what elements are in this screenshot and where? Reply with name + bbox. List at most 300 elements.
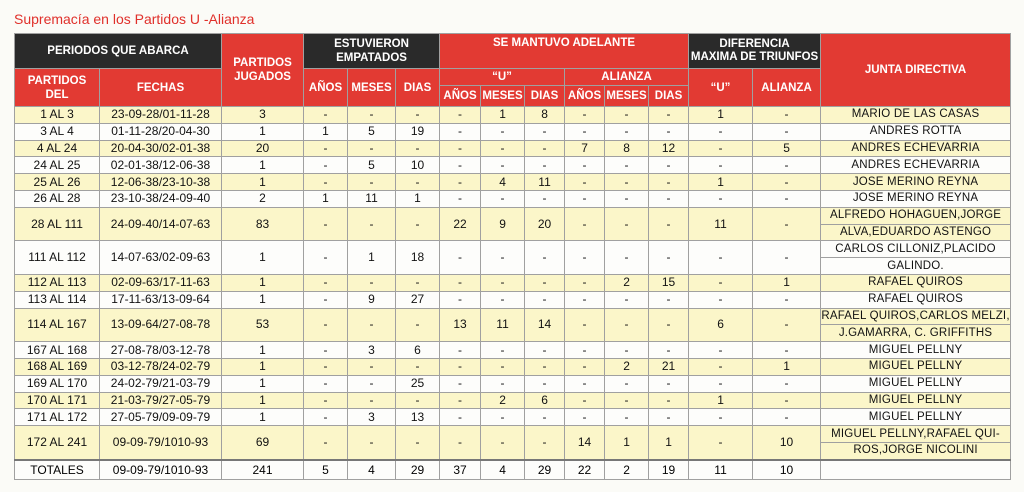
cell-junta: MIGUEL PELLNY,RAFAEL QUI-	[821, 426, 1011, 443]
cell-dif-alianza: -	[753, 392, 821, 409]
cell-dif-alianza: -	[753, 174, 821, 191]
totals-emp-anos: 5	[304, 460, 348, 480]
cell-emp-dias: 18	[396, 241, 440, 275]
header-estuvieron-empatados: ESTUVIERON EMPATADOS	[304, 34, 440, 69]
cell-emp-anos: 1	[304, 123, 348, 140]
cell-partidos: 171 AL 172	[15, 409, 100, 426]
cell-jugados: 53	[222, 308, 304, 342]
cell-emp-meses: 1	[348, 241, 396, 275]
cell-al-anos: 14	[565, 426, 605, 460]
cell-u-dias: 11	[525, 174, 565, 191]
table-row	[15, 207, 1011, 224]
cell-emp-dias: 19	[396, 123, 440, 140]
cell-dif-alianza: -	[753, 291, 821, 308]
cell-emp-dias: -	[396, 140, 440, 157]
cell-junta: CARLOS CILLONIZ,PLACIDO	[821, 241, 1011, 258]
cell-emp-anos: -	[304, 174, 348, 191]
cell-u-anos: -	[440, 123, 481, 140]
cell-dif-alianza: -	[753, 157, 821, 174]
cell-dif-alianza: -	[753, 409, 821, 426]
cell-fechas: 23-10-38/24-09-40	[100, 190, 222, 207]
cell-dif-u: -	[689, 375, 753, 392]
cell-u-anos: -	[440, 358, 481, 375]
cell-junta-continued: GALINDO.	[821, 258, 1011, 275]
cell-u-dias: -	[525, 342, 565, 359]
cell-u-anos: -	[440, 392, 481, 409]
cell-u-anos: -	[440, 157, 481, 174]
cell-partidos: 1 AL 3	[15, 107, 100, 124]
cell-jugados: 1	[222, 375, 304, 392]
cell-emp-anos: -	[304, 241, 348, 275]
cell-u-meses: -	[481, 190, 525, 207]
cell-fechas: 21-03-79/27-05-79	[100, 392, 222, 409]
table-row	[15, 274, 1011, 291]
cell-emp-dias: 13	[396, 409, 440, 426]
cell-emp-meses: -	[348, 174, 396, 191]
cell-al-meses: -	[605, 308, 649, 342]
cell-u-anos: -	[440, 241, 481, 275]
cell-al-dias: -	[649, 207, 689, 241]
cell-al-dias: -	[649, 241, 689, 275]
cell-emp-anos: -	[304, 308, 348, 342]
cell-al-dias: -	[649, 190, 689, 207]
cell-junta: ANDRES ECHEVARRIA	[821, 140, 1011, 157]
cell-al-anos: -	[565, 107, 605, 124]
cell-u-dias: -	[525, 375, 565, 392]
cell-jugados: 69	[222, 426, 304, 460]
cell-junta: RAFAEL QUIROS	[821, 291, 1011, 308]
cell-al-meses: -	[605, 123, 649, 140]
cell-dif-u: -	[689, 241, 753, 275]
cell-partidos: 4 AL 24	[15, 140, 100, 157]
cell-u-meses: -	[481, 375, 525, 392]
cell-junta-continued: J.GAMARRA, C. GRIFFITHS	[821, 325, 1011, 342]
cell-dif-u: -	[689, 157, 753, 174]
cell-al-anos: 7	[565, 140, 605, 157]
cell-u-meses: -	[481, 123, 525, 140]
table-row	[15, 375, 1011, 392]
cell-fechas: 01-11-28/20-04-30	[100, 123, 222, 140]
cell-u-meses: -	[481, 157, 525, 174]
cell-u-meses: 1	[481, 107, 525, 124]
cell-junta-continued: ALVA,EDUARDO ASTENGO	[821, 224, 1011, 241]
cell-al-anos: -	[565, 190, 605, 207]
totals-u-meses: 4	[481, 460, 525, 480]
cell-dif-alianza: -	[753, 308, 821, 342]
cell-jugados: 1	[222, 157, 304, 174]
cell-jugados: 1	[222, 291, 304, 308]
cell-partidos: 168 AL 169	[15, 358, 100, 375]
cell-fechas: 27-05-79/09-09-79	[100, 409, 222, 426]
cell-dif-u: -	[689, 140, 753, 157]
cell-fechas: 12-06-38/23-10-38	[100, 174, 222, 191]
cell-dif-alianza: -	[753, 375, 821, 392]
cell-dif-alianza: 1	[753, 358, 821, 375]
cell-emp-meses: -	[348, 107, 396, 124]
cell-partidos: 112 AL 113	[15, 274, 100, 291]
cell-al-anos: -	[565, 392, 605, 409]
table-row	[15, 174, 1011, 191]
cell-dif-alianza: 1	[753, 274, 821, 291]
cell-emp-meses: -	[348, 140, 396, 157]
cell-al-meses: -	[605, 342, 649, 359]
cell-dif-u: -	[689, 190, 753, 207]
table-row	[15, 426, 1011, 443]
cell-fechas: 14-07-63/02-09-63	[100, 241, 222, 275]
cell-al-meses: 8	[605, 140, 649, 157]
table-row	[15, 392, 1011, 409]
cell-dif-alianza: -	[753, 342, 821, 359]
cell-emp-meses: 5	[348, 157, 396, 174]
cell-u-anos: -	[440, 174, 481, 191]
cell-al-anos: -	[565, 409, 605, 426]
cell-jugados: 83	[222, 207, 304, 241]
cell-al-dias: -	[649, 291, 689, 308]
cell-emp-anos: -	[304, 375, 348, 392]
header-junta-directiva: JUNTA DIRECTIVA	[821, 34, 1011, 107]
cell-dif-u: -	[689, 358, 753, 375]
cell-al-dias: -	[649, 409, 689, 426]
cell-al-dias: -	[649, 107, 689, 124]
cell-al-meses: -	[605, 174, 649, 191]
cell-al-dias: 1	[649, 426, 689, 460]
cell-al-anos: -	[565, 358, 605, 375]
cell-u-dias: 20	[525, 207, 565, 241]
cell-al-anos: -	[565, 375, 605, 392]
cell-emp-meses: 3	[348, 342, 396, 359]
cell-emp-dias: -	[396, 174, 440, 191]
cell-u-dias: 6	[525, 392, 565, 409]
cell-emp-meses: -	[348, 358, 396, 375]
header-al-anos: AÑOS	[565, 86, 605, 107]
cell-dif-u: 11	[689, 207, 753, 241]
cell-emp-meses: 11	[348, 190, 396, 207]
cell-junta: JOSE MERINO REYNA	[821, 190, 1011, 207]
cell-fechas: 03-12-78/24-02-79	[100, 358, 222, 375]
cell-junta-continued: ROS,JORGE NICOLINI	[821, 442, 1011, 459]
cell-fechas: 02-09-63/17-11-63	[100, 274, 222, 291]
table-body	[15, 107, 1011, 460]
cell-emp-dias: -	[396, 207, 440, 241]
cell-dif-alianza: -	[753, 190, 821, 207]
totals-fechas: 09-09-79/1010-93	[100, 460, 222, 480]
cell-jugados: 1	[222, 174, 304, 191]
cell-u-meses: -	[481, 291, 525, 308]
cell-partidos: 172 AL 241	[15, 426, 100, 460]
cell-partidos: 169 AL 170	[15, 375, 100, 392]
cell-u-dias: -	[525, 291, 565, 308]
document-title: Supremacía en los Partidos U -Alianza	[14, 11, 255, 27]
cell-dif-u: -	[689, 274, 753, 291]
cell-junta: RAFAEL QUIROS,CARLOS MELZI,	[821, 308, 1011, 325]
cell-emp-anos: -	[304, 207, 348, 241]
cell-fechas: 23-09-28/01-11-28	[100, 107, 222, 124]
cell-dif-u: 1	[689, 174, 753, 191]
cell-junta: MIGUEL PELLNY	[821, 409, 1011, 426]
cell-u-dias: -	[525, 409, 565, 426]
cell-u-meses: -	[481, 342, 525, 359]
cell-u-dias: -	[525, 274, 565, 291]
cell-jugados: 1	[222, 358, 304, 375]
table-row	[15, 241, 1011, 258]
totals-jugados: 241	[222, 460, 304, 480]
cell-u-anos: -	[440, 107, 481, 124]
cell-u-anos: -	[440, 140, 481, 157]
cell-emp-anos: -	[304, 409, 348, 426]
cell-partidos: 170 AL 171	[15, 392, 100, 409]
cell-dif-u: -	[689, 291, 753, 308]
cell-u-meses: 2	[481, 392, 525, 409]
totals-emp-dias: 29	[396, 460, 440, 480]
table-row	[15, 190, 1011, 207]
cell-partidos: 111 AL 112	[15, 241, 100, 275]
cell-al-dias: -	[649, 375, 689, 392]
cell-emp-dias: 27	[396, 291, 440, 308]
cell-fechas: 02-01-38/12-06-38	[100, 157, 222, 174]
cell-jugados: 1	[222, 274, 304, 291]
header-u-meses: MESES	[481, 86, 525, 107]
cell-u-anos: -	[440, 375, 481, 392]
cell-u-anos: -	[440, 342, 481, 359]
cell-dif-u: -	[689, 123, 753, 140]
cell-dif-u: -	[689, 409, 753, 426]
cell-u-meses: 11	[481, 308, 525, 342]
cell-emp-anos: 1	[304, 190, 348, 207]
cell-al-meses: -	[605, 207, 649, 241]
cell-al-anos: -	[565, 342, 605, 359]
table-row	[15, 123, 1011, 140]
cell-u-anos: -	[440, 426, 481, 460]
table-row	[15, 358, 1011, 375]
cell-emp-dias: -	[396, 107, 440, 124]
cell-dif-u: -	[689, 342, 753, 359]
cell-emp-dias: 25	[396, 375, 440, 392]
cell-emp-meses: -	[348, 308, 396, 342]
table-row	[15, 291, 1011, 308]
header-u: “U”	[440, 69, 565, 86]
cell-u-anos: -	[440, 291, 481, 308]
cell-dif-alianza: 5	[753, 140, 821, 157]
cell-al-dias: 12	[649, 140, 689, 157]
cell-dif-alianza: -	[753, 123, 821, 140]
cell-fechas: 13-09-64/27-08-78	[100, 308, 222, 342]
cell-emp-anos: -	[304, 426, 348, 460]
cell-al-meses: 2	[605, 274, 649, 291]
cell-dif-alianza: -	[753, 241, 821, 275]
cell-al-dias: -	[649, 308, 689, 342]
cell-al-dias: -	[649, 392, 689, 409]
totals-emp-meses: 4	[348, 460, 396, 480]
totals-dif-alianza: 10	[753, 460, 821, 480]
cell-al-dias: -	[649, 123, 689, 140]
cell-u-dias: -	[525, 358, 565, 375]
cell-emp-meses: -	[348, 274, 396, 291]
cell-u-dias: -	[525, 241, 565, 275]
cell-emp-meses: 3	[348, 409, 396, 426]
cell-emp-meses: 5	[348, 123, 396, 140]
cell-al-meses: -	[605, 241, 649, 275]
cell-al-anos: -	[565, 291, 605, 308]
totals-row	[15, 460, 1011, 480]
cell-jugados: 1	[222, 241, 304, 275]
cell-dif-u: -	[689, 426, 753, 460]
header-dif-alianza: ALIANZA	[753, 69, 821, 107]
cell-dif-u: 6	[689, 308, 753, 342]
cell-al-anos: -	[565, 241, 605, 275]
cell-al-dias: -	[649, 342, 689, 359]
cell-jugados: 2	[222, 190, 304, 207]
cell-emp-anos: -	[304, 342, 348, 359]
cell-junta: MIGUEL PELLNY	[821, 342, 1011, 359]
totals-u-anos: 37	[440, 460, 481, 480]
cell-jugados: 1	[222, 342, 304, 359]
table-row	[15, 308, 1011, 325]
cell-al-meses: -	[605, 409, 649, 426]
cell-partidos: 28 AL 111	[15, 207, 100, 241]
cell-emp-dias: -	[396, 426, 440, 460]
cell-al-dias: 15	[649, 274, 689, 291]
cell-u-anos: -	[440, 190, 481, 207]
cell-u-meses: -	[481, 140, 525, 157]
cell-al-meses: 1	[605, 426, 649, 460]
header-partidos-del: PARTIDOS DEL	[15, 69, 100, 107]
cell-dif-u: 1	[689, 107, 753, 124]
cell-emp-anos: -	[304, 358, 348, 375]
cell-partidos: 25 AL 26	[15, 174, 100, 191]
cell-jugados: 1	[222, 409, 304, 426]
cell-u-dias: 8	[525, 107, 565, 124]
cell-u-meses: -	[481, 274, 525, 291]
cell-junta: ANDRES ROTTA	[821, 123, 1011, 140]
header-emp-dias: DIAS	[396, 69, 440, 107]
cell-u-anos: -	[440, 274, 481, 291]
cell-emp-dias: 10	[396, 157, 440, 174]
header-alianza: ALIANZA	[565, 69, 689, 86]
cell-u-meses: -	[481, 409, 525, 426]
cell-fechas: 20-04-30/02-01-38	[100, 140, 222, 157]
cell-partidos: 167 AL 168	[15, 342, 100, 359]
cell-partidos: 3 AL 4	[15, 123, 100, 140]
totals-al-dias: 19	[649, 460, 689, 480]
totals-dif-u: 11	[689, 460, 753, 480]
cell-junta: MIGUEL PELLNY	[821, 392, 1011, 409]
cell-emp-meses: -	[348, 426, 396, 460]
cell-dif-alianza: -	[753, 107, 821, 124]
cell-al-meses: -	[605, 291, 649, 308]
table-row	[15, 157, 1011, 174]
cell-emp-dias: 1	[396, 190, 440, 207]
cell-emp-dias: -	[396, 274, 440, 291]
header-diferencia: DIFERENCIA MAXIMA DE TRIUNFOS	[689, 34, 821, 69]
cell-al-dias: -	[649, 174, 689, 191]
cell-junta: MIGUEL PELLNY	[821, 358, 1011, 375]
cell-u-meses: -	[481, 426, 525, 460]
cell-emp-anos: -	[304, 107, 348, 124]
cell-jugados: 3	[222, 107, 304, 124]
cell-junta: ALFREDO HOHAGUEN,JORGE	[821, 207, 1011, 224]
totals-label: TOTALES	[15, 460, 100, 480]
header-emp-meses: MESES	[348, 69, 396, 107]
table-row	[15, 140, 1011, 157]
cell-emp-meses: 9	[348, 291, 396, 308]
cell-jugados: 20	[222, 140, 304, 157]
cell-al-meses: -	[605, 157, 649, 174]
cell-al-anos: -	[565, 274, 605, 291]
cell-al-anos: -	[565, 174, 605, 191]
cell-emp-dias: 6	[396, 342, 440, 359]
cell-jugados: 1	[222, 123, 304, 140]
cell-u-meses: -	[481, 358, 525, 375]
table-row	[15, 409, 1011, 426]
cell-u-dias: -	[525, 190, 565, 207]
cell-al-anos: -	[565, 207, 605, 241]
cell-partidos: 113 AL 114	[15, 291, 100, 308]
cell-jugados: 1	[222, 392, 304, 409]
cell-emp-meses: -	[348, 392, 396, 409]
cell-u-anos: 13	[440, 308, 481, 342]
header-partidos-jugados: PARTIDOS JUGADOS	[222, 34, 304, 107]
cell-al-meses: -	[605, 190, 649, 207]
header-al-dias: DIAS	[649, 86, 689, 107]
cell-junta: RAFAEL QUIROS	[821, 274, 1011, 291]
cell-emp-meses: -	[348, 375, 396, 392]
cell-emp-dias: -	[396, 308, 440, 342]
table-row	[15, 107, 1011, 124]
cell-fechas: 27-08-78/03-12-78	[100, 342, 222, 359]
cell-al-anos: -	[565, 308, 605, 342]
cell-junta: MARIO DE LAS CASAS	[821, 107, 1011, 124]
cell-emp-anos: -	[304, 291, 348, 308]
cell-dif-alianza: -	[753, 207, 821, 241]
cell-partidos: 26 AL 28	[15, 190, 100, 207]
totals-al-meses: 2	[605, 460, 649, 480]
table-row	[15, 342, 1011, 359]
totals-junta	[821, 460, 1011, 480]
header-fechas: FECHAS	[100, 69, 222, 107]
cell-al-anos: -	[565, 123, 605, 140]
cell-emp-meses: -	[348, 207, 396, 241]
cell-u-meses: 9	[481, 207, 525, 241]
cell-u-meses: 4	[481, 174, 525, 191]
cell-fechas: 09-09-79/1010-93	[100, 426, 222, 460]
cell-al-meses: -	[605, 392, 649, 409]
header-al-meses: MESES	[605, 86, 649, 107]
cell-al-meses: 2	[605, 358, 649, 375]
cell-al-meses: -	[605, 107, 649, 124]
cell-emp-anos: -	[304, 274, 348, 291]
cell-junta: ANDRES ECHEVARRIA	[821, 157, 1011, 174]
cell-u-dias: -	[525, 123, 565, 140]
cell-al-meses: -	[605, 375, 649, 392]
cell-dif-u: 1	[689, 392, 753, 409]
cell-u-meses: -	[481, 241, 525, 275]
cell-u-anos: -	[440, 409, 481, 426]
cell-emp-anos: -	[304, 140, 348, 157]
header-periodos: PERIODOS QUE ABARCA	[15, 34, 222, 69]
cell-fechas: 24-09-40/14-07-63	[100, 207, 222, 241]
cell-partidos: 114 AL 167	[15, 308, 100, 342]
cell-u-anos: 22	[440, 207, 481, 241]
header-emp-anos: AÑOS	[304, 69, 348, 107]
cell-u-dias: 14	[525, 308, 565, 342]
header-u-dias: DIAS	[525, 86, 565, 107]
cell-emp-dias: -	[396, 392, 440, 409]
cell-u-dias: -	[525, 157, 565, 174]
header-u-anos: AÑOS	[440, 86, 481, 107]
totals-al-anos: 22	[565, 460, 605, 480]
totals-u-dias: 29	[525, 460, 565, 480]
cell-partidos: 24 AL 25	[15, 157, 100, 174]
